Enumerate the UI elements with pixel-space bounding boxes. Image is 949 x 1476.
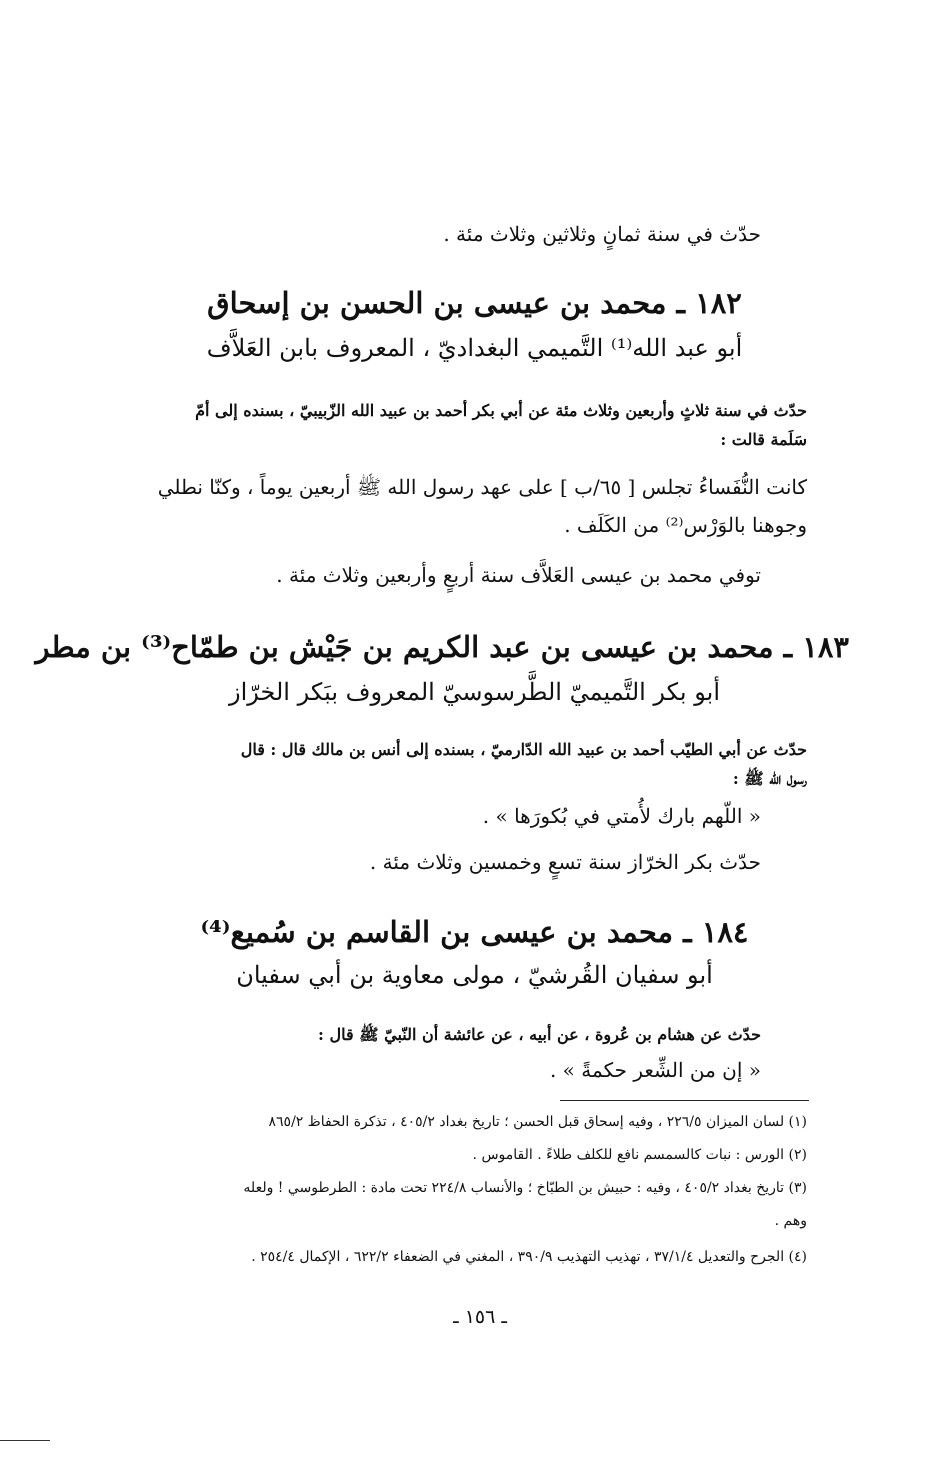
entry-184-subheading: أبو سفيان القُرشيّ ، مولى معاوية بن أبي سفيان xyxy=(236,961,713,989)
entry-182-subheading: أبو عبد الله⁽¹⁾ التَّميمي البغداديّ ، المعروف بابن العَلاَّف xyxy=(206,334,743,362)
footnote-4: (٤) الجرح والتعديل ٣٧/١/٤ ، تهذيب التهذيب ٣٩٠/٩ ، المغني في الضعفاء ٦٢٢/٢ ، الإكمال ٢٥٤/٤ . xyxy=(251,1249,807,1265)
entry-183-subheading: أبو بكر التَّميميّ الطَّرسوسيّ المعروف ببَكر الخرّاز xyxy=(229,678,720,706)
entry-182-text-line-3: كانت النُّفَساءُ تجلس [ ٦٥/ب ] على عهد رسول الله ﷺ أربعين يوماً ، وكنّا نطلي xyxy=(157,475,807,499)
footnote-separator xyxy=(560,1100,809,1101)
entry-183-text-line-1: حدّث عن أبي الطيّب أحمد بن عبيد الله الدّارميّ ، بسنده إلى أنس بن مالك قال : قال xyxy=(240,740,807,759)
entry-183-heading: ١٨٣ ـ محمد بن عيسى بن عبد الكريم بن جَيْش بن طمّاح⁽³⁾ بن مطر xyxy=(35,630,849,664)
footnote-3-line-2: وهم . xyxy=(774,1213,807,1229)
entry-182-heading: ١٨٢ ـ محمد بن عيسى بن الحسن بن إسحاق xyxy=(207,286,742,320)
entry-182-text-line-1: حدّث في سنة ثلاثٍ وأربعين وثلاث مئة عن أبي بكر أحمد بن عبيد الله الزّبيبيّ ، بسنده إلى أمّ xyxy=(195,401,807,420)
entry-182-text-line-5: توفي محمد بن عيسى العَلاَّف سنة أربعٍ وأربعين وثلاث مئة . xyxy=(276,563,761,587)
entry-183-text-line-3: « اللّهم بارك لأُمتي في بُكورَها » . xyxy=(482,804,761,828)
entry-184-text-line-1: حدّث عن هشام بن عُروة ، عن أبيه ، عن عائشة أن النّبيّ ﷺ قال : xyxy=(318,1025,761,1044)
footnote-2: (٢) الورس : نبات كالسمسم نافع للكلف طلاءً . القاموس . xyxy=(472,1147,807,1163)
entry-184-text-line-2: « إن من الشِّعر حكمةً » . xyxy=(549,1058,761,1082)
entry-182-text-line-2: سَلَمة قالت : xyxy=(720,430,807,449)
scan-edge-mark xyxy=(0,1440,50,1441)
entry-183-text-line-4: حدّث بكر الخرّاز سنة تسعٍ وخمسين وثلاث مئة . xyxy=(369,850,761,874)
intro-line: حدّث في سنة ثمانٍ وثلاثين وثلاث مئة . xyxy=(443,222,761,246)
footnote-1: (١) لسان الميزان ٢٢٦/٥ ، وفيه إسحاق قبل الحسن ؛ تاريخ بغداد ٤٠٥/٢ ، تذكرة الحفاظ ٨٦٥/٢ xyxy=(268,1114,807,1130)
entry-183-text-line-2: رسول الله ﷺ : xyxy=(732,769,807,788)
entry-182-text-line-4: وجوهنا بالوَرْس⁽²⁾ من الكَلَف . xyxy=(564,513,807,537)
footnote-3-line-1: (٣) تاريخ بغداد ٤٠٥/٢ ، وفيه : حبيش بن الطبّاخ ؛ والأنساب ٢٢٤/٨ تحت مادة : الطرطوسي ! ولعله xyxy=(243,1180,807,1196)
page-number: ـ ١٥٦ ـ xyxy=(453,1306,507,1328)
entry-184-heading: ١٨٤ ـ محمد بن عيسى بن القاسم بن سُميع⁽⁴⁾ xyxy=(200,915,749,949)
